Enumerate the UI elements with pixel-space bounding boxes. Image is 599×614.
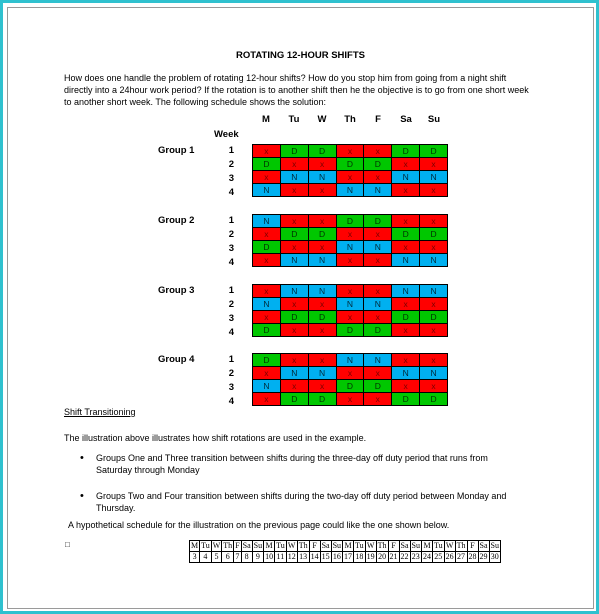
calendar-day-cell: F (235, 541, 240, 550)
week-row (253, 228, 448, 241)
shift-cell: N (280, 367, 308, 380)
shift-cell: x (364, 393, 392, 406)
week-row (253, 241, 448, 254)
day-header: Sa (400, 114, 412, 125)
group-schedule-grid (252, 353, 448, 406)
calendar-date-cell: 29 (479, 552, 488, 561)
calendar-day-cell: Sa (400, 541, 409, 550)
week-header: Week (214, 129, 239, 140)
shift-cell: x (253, 145, 281, 158)
calendar-day-cell: Tu (355, 541, 364, 550)
group-label: Group 4 (158, 354, 195, 365)
calendar-day-cell: W (445, 541, 454, 550)
week-row (253, 354, 448, 367)
shift-cell: x (253, 367, 281, 380)
shift-cell: D (364, 380, 392, 393)
shift-cell: N (392, 171, 420, 184)
shift-cell: x (336, 171, 364, 184)
week-number: 2 (228, 159, 234, 170)
shift-cell: D (364, 324, 392, 337)
shift-cell: x (420, 324, 448, 337)
bullet-item: • Groups One and Three transition between shifts during the three-day off duty period that runs from Saturday through Monday (80, 452, 520, 476)
shift-cell: x (392, 324, 420, 337)
shift-cell: N (392, 367, 420, 380)
shift-cell: x (420, 298, 448, 311)
week-number: 2 (228, 299, 234, 310)
calendar-day-cell: W (212, 541, 221, 550)
week-number: 3 (228, 243, 234, 254)
shift-cell: D (253, 354, 281, 367)
shift-cell: D (392, 228, 420, 241)
day-header: Th (344, 114, 356, 125)
shift-cell: x (308, 354, 336, 367)
week-number: 3 (228, 313, 234, 324)
calendar-days-row (190, 541, 501, 552)
calendar-day-cell: F (467, 541, 478, 552)
week-number: 4 (228, 257, 234, 268)
calendar-date-cell: 16 (332, 552, 341, 561)
week-number: 3 (228, 382, 234, 393)
shift-cell: D (420, 228, 448, 241)
calendar-day-cell: Tu (276, 541, 285, 550)
group-label: Group 3 (158, 285, 195, 296)
shift-cell: x (392, 380, 420, 393)
calendar-date-cell: 27 (457, 552, 466, 561)
shift-cell: N (420, 171, 448, 184)
week-number: 4 (228, 327, 234, 338)
day-header: Tu (288, 114, 300, 125)
shift-cell: x (280, 354, 308, 367)
week-number: 1 (228, 145, 234, 156)
calendar-date-cell: 14 (310, 552, 319, 561)
shift-cell: D (280, 228, 308, 241)
group-label: Group 1 (158, 145, 195, 156)
shift-cell: D (280, 145, 308, 158)
week-row (253, 254, 448, 267)
shift-cell: D (364, 215, 392, 228)
shift-cell: D (253, 158, 281, 171)
shift-cell: D (392, 393, 420, 406)
shift-cell: x (308, 380, 336, 393)
shift-cell: x (392, 354, 420, 367)
week-number: 4 (228, 396, 234, 407)
shift-cell: D (308, 145, 336, 158)
checkbox-icon: □ (65, 540, 70, 549)
calendar-date-cell: 13 (299, 552, 308, 561)
shift-cell: N (308, 367, 336, 380)
shift-cell: D (336, 158, 364, 171)
shift-cell: D (336, 215, 364, 228)
calendar-day-cell: Su (411, 541, 420, 550)
calendar-day-cell: M (344, 541, 352, 550)
week-row (253, 298, 448, 311)
shift-cell: x (392, 158, 420, 171)
week-number: 1 (228, 215, 234, 226)
shift-cell: D (420, 393, 448, 406)
calendar-day-cell: F (309, 541, 320, 552)
calendar-dates-row (190, 552, 501, 563)
shift-cell: N (253, 215, 281, 228)
week-row (253, 380, 448, 393)
week-number: 3 (228, 173, 234, 184)
shift-cell: x (280, 184, 308, 197)
shift-cell: x (336, 393, 364, 406)
hypothetical-schedule-note: A hypothetical schedule for the illustration on the previous page could like the one shown below. (68, 520, 450, 530)
shift-cell: x (308, 215, 336, 228)
calendar-date-cell: 7 (235, 552, 240, 561)
week-row (253, 145, 448, 158)
calendar-day-cell: Su (253, 541, 263, 550)
shift-cell: x (336, 285, 364, 298)
week-row (253, 311, 448, 324)
shift-cell: x (420, 380, 448, 393)
shift-cell: x (364, 285, 392, 298)
week-number: 1 (228, 354, 234, 365)
shift-cell: N (253, 184, 281, 197)
calendar-date-cell: 28 (468, 552, 477, 561)
calendar-date-cell: 5 (211, 552, 222, 563)
day-header: Su (427, 114, 441, 125)
calendar-date-cell: 20 (378, 552, 387, 561)
shift-cell: D (420, 145, 448, 158)
shift-cell: N (420, 367, 448, 380)
shift-cell: x (308, 158, 336, 171)
shift-cell: N (308, 254, 336, 267)
shift-cell: x (308, 184, 336, 197)
calendar-date-cell: 17 (344, 552, 353, 561)
shift-cell: D (336, 380, 364, 393)
calendar-date-cell: 12 (287, 552, 296, 561)
calendar-day-cell: Th (377, 541, 387, 550)
shift-cell: x (364, 367, 392, 380)
calendar-date-cell: 9 (252, 552, 263, 563)
calendar-date-cell: 26 (445, 552, 454, 561)
calendar-date-cell: 3 (190, 552, 200, 563)
document-page (7, 7, 594, 609)
shift-cell: x (364, 311, 392, 324)
shift-cell: x (420, 184, 448, 197)
calendar-day-cell: Sa (242, 541, 251, 550)
week-row (253, 171, 448, 184)
shift-cell: x (280, 241, 308, 254)
shift-cell: N (336, 184, 364, 197)
shift-cell: D (392, 311, 420, 324)
calendar-date-cell: 6 (222, 552, 234, 563)
shift-cell: x (392, 298, 420, 311)
shift-cell: D (420, 311, 448, 324)
shift-cell: x (253, 393, 281, 406)
shift-cell: N (420, 285, 448, 298)
shift-cell: N (308, 285, 336, 298)
calendar-date-cell: 21 (389, 552, 398, 561)
shift-cell: x (336, 254, 364, 267)
calendar-day-cell: Sa (321, 541, 330, 550)
calendar-date-cell: 19 (366, 552, 375, 561)
shift-cell: x (364, 254, 392, 267)
shift-cell: x (253, 228, 281, 241)
shift-cell: x (253, 285, 281, 298)
shift-cell: N (364, 354, 392, 367)
calendar-table (189, 540, 501, 563)
day-header: W (317, 114, 327, 125)
calendar-day-cell: Tu (434, 541, 443, 550)
calendar-day-cell: M (191, 541, 199, 550)
document-title: ROTATING 12-HOUR SHIFTS (236, 50, 365, 61)
calendar-day-cell: M (265, 541, 273, 550)
shift-cell: x (392, 215, 420, 228)
week-row (253, 324, 448, 337)
intro-paragraph: How does one handle the problem of rotating 12-hour shifts? How do you stop him from going from a night shift directly into a 24hour work period? If the rotation is to another shift then he the objective is to go from one short week to another short week. The following schedule shows the solution: (64, 73, 529, 107)
shift-cell: x (364, 171, 392, 184)
shift-cell: x (336, 145, 364, 158)
shift-cell: N (308, 171, 336, 184)
calendar-day-cell: Su (490, 541, 499, 550)
week-row (253, 184, 448, 197)
shift-cell: x (364, 228, 392, 241)
shift-cell: D (336, 324, 364, 337)
shift-cell: N (364, 184, 392, 197)
shift-cell: x (253, 311, 281, 324)
shift-cell: N (280, 254, 308, 267)
transition-bullets (80, 452, 520, 528)
shift-cell: x (392, 241, 420, 254)
shift-cell: x (280, 215, 308, 228)
shift-cell: N (420, 254, 448, 267)
shift-cell: N (336, 354, 364, 367)
week-row (253, 367, 448, 380)
calendar-day-cell: Tu (201, 541, 210, 550)
shift-cell: x (308, 324, 336, 337)
day-header: M (262, 114, 270, 125)
group-label: Group 2 (158, 215, 195, 226)
shift-cell: D (392, 145, 420, 158)
calendar-date-cell: 30 (490, 552, 499, 561)
shift-cell: x (253, 171, 281, 184)
calendar-date-cell: 15 (321, 552, 330, 561)
shift-cell: D (280, 311, 308, 324)
shift-cell: N (253, 380, 281, 393)
group-schedule-grid (252, 284, 448, 337)
shift-cell: N (392, 254, 420, 267)
shift-cell: N (336, 298, 364, 311)
calendar-day-cell: W (287, 541, 296, 550)
shift-cell: D (308, 393, 336, 406)
week-number: 2 (228, 229, 234, 240)
shift-cell: x (364, 145, 392, 158)
shift-cell: x (336, 311, 364, 324)
shift-cell: D (253, 324, 281, 337)
week-number: 2 (228, 368, 234, 379)
shift-cell: D (308, 311, 336, 324)
calendar-date-cell: 18 (355, 552, 364, 561)
transition-intro: The illustration above illustrates how shift rotations are used in the example. (64, 433, 367, 443)
calendar-date-cell: 22 (400, 552, 409, 561)
shift-transitioning-heading: Shift Transitioning (64, 407, 136, 417)
shift-cell: x (420, 354, 448, 367)
calendar-day-cell: M (423, 541, 431, 550)
calendar-date-cell: 23 (411, 552, 420, 561)
shift-cell: x (420, 215, 448, 228)
calendar-day-cell: Sa (479, 541, 488, 550)
shift-cell: N (336, 241, 364, 254)
shift-cell: x (336, 228, 364, 241)
week-row (253, 285, 448, 298)
calendar-day-cell: Th (456, 541, 466, 550)
bullet-item: • Groups Two and Four transition between shifts during the two-day off duty period between Monday and Thursday. (80, 490, 520, 514)
shift-cell: x (336, 367, 364, 380)
calendar-date-cell: 10 (265, 552, 274, 561)
calendar-date-cell: 25 (434, 552, 443, 561)
calendar-date-cell: 24 (423, 552, 431, 561)
shift-cell: N (364, 298, 392, 311)
shift-cell: x (280, 380, 308, 393)
shift-cell: D (308, 228, 336, 241)
shift-cell: x (280, 324, 308, 337)
calendar-day-cell: Th (223, 541, 233, 550)
shift-cell: N (253, 298, 281, 311)
shift-cell: x (280, 158, 308, 171)
shift-cell: x (308, 298, 336, 311)
week-number: 1 (228, 285, 234, 296)
week-row (253, 215, 448, 228)
shift-cell: D (364, 158, 392, 171)
shift-cell: x (308, 241, 336, 254)
shift-cell: x (420, 158, 448, 171)
shift-cell: D (253, 241, 281, 254)
week-row (253, 158, 448, 171)
shift-cell: x (280, 298, 308, 311)
shift-cell: x (420, 241, 448, 254)
shift-cell: x (392, 184, 420, 197)
group-schedule-grid (252, 214, 448, 267)
shift-cell: N (280, 171, 308, 184)
shift-cell: x (253, 254, 281, 267)
shift-cell: D (280, 393, 308, 406)
calendar-day-cell: Th (298, 541, 308, 550)
calendar-day-cell: Su (332, 541, 342, 550)
calendar-day-cell: W (366, 541, 375, 550)
week-number: 4 (228, 187, 234, 198)
shift-cell: N (392, 285, 420, 298)
calendar-date-cell: 4 (200, 552, 212, 563)
shift-cell: N (280, 285, 308, 298)
calendar-date-cell: 8 (241, 552, 252, 563)
calendar-day-cell: F (388, 541, 399, 552)
day-header: F (375, 114, 381, 125)
week-row (253, 393, 448, 406)
shift-cell: N (364, 241, 392, 254)
group-schedule-grid (252, 144, 448, 197)
calendar-date-cell: 11 (276, 552, 285, 561)
